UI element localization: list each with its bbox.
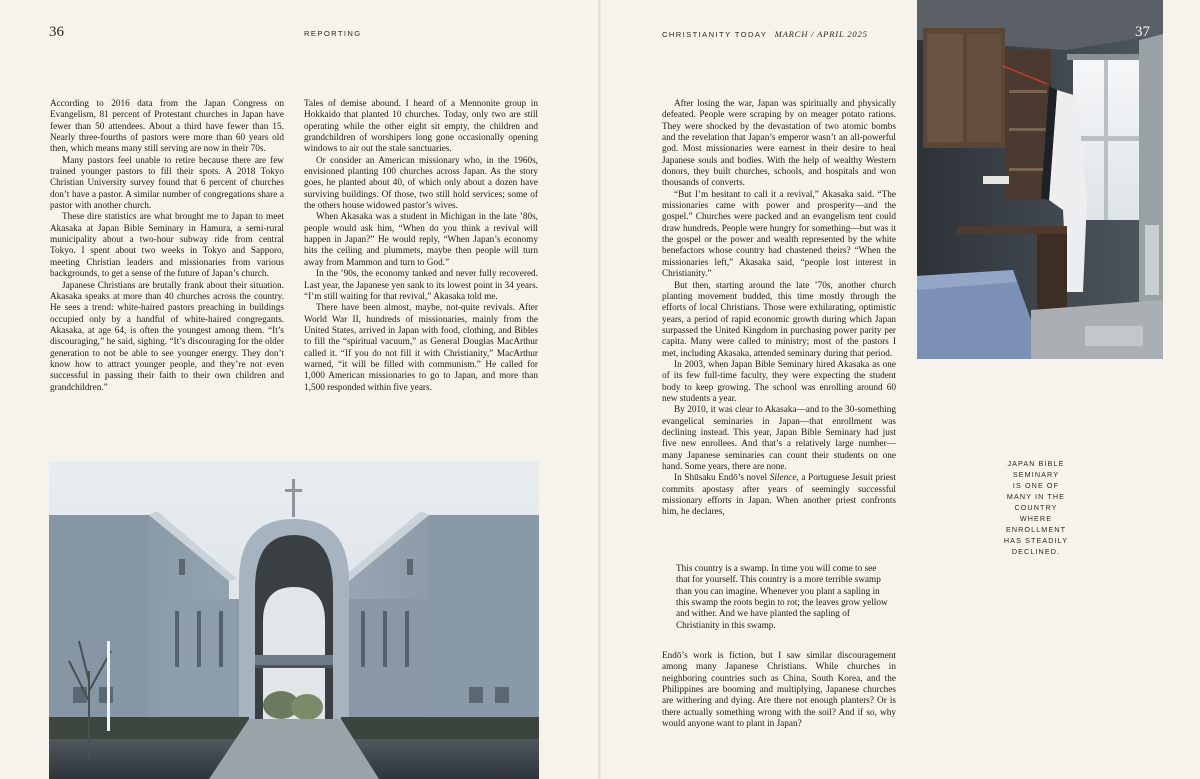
closing-paragraph <box>662 651 896 730</box>
paragraph: When Akasaka was a student in Michigan in the late ’80s, people would ask him, “When do you think a revival will happen in Japan?” He would reply, “When Japan’s economy hits the ceiling and plummets, maybe then people will turn away from Mammon and turn to God.” <box>304 212 538 268</box>
paragraph: Many pastors feel unable to retire because there are few trained younger pastors to fill their spots. A 2018 Tokyo Christian University survey found that 6 percent of churches don’t have a pastor. A similar number of congregations share a pastor with another church. <box>50 155 284 212</box>
caption-line: WHERE <box>1019 514 1053 523</box>
book-title: Silence <box>769 473 797 484</box>
caption-line: ENROLLMENT <box>1005 525 1067 534</box>
section-label: REPORTING <box>304 29 362 38</box>
paragraph: Tales of demise abound. I heard of a Mennonite group in Hokkaido that planted 10 churches. Today, only two are still operating while the other eight sit empty, the children and grandchildren of worshipers long gone occasionally opening windows to air out the stale sanctuaries. <box>304 99 538 155</box>
publication-name: CHRISTIANITY TODAY <box>662 30 768 39</box>
quote-text: This country is a swamp. In time you will come to see that for yourself. This country is a more terrible swamp than you can imagine. Whenever you plant a sapling in this swamp the roots begin to rot; the leaves grow yellow and wither. And we have planted the sapling of Christianity in this swamp. <box>676 564 888 631</box>
paragraph: “But I’m hesitant to call it a revival,” Akasaka said. “The missionaries came with power and prosperity—and the gospel.” Churches were packed and an evangelism tent could draw hundreds. People were hungry for something—but was it the gospel or the power and wealth represented by the white benefactors whose country had chastened theirs? “When the missionaries left,” Akasaka said, “people lost interest in Christianity.” <box>662 189 896 280</box>
text-run: In Shūsaku Endō’s novel <box>674 473 770 484</box>
paragraph: But then, starting around the late ’70s, another church planting movement budded, this time mostly through the efforts of local Christians. Those were exhilarating, optimistic years, a period of rapid economic growth during which Japan surpassed the United Kingdom in purchasing power parity per capita. Many were called to ministry; most of the pastors I met, including Akasaka, attended seminary during that period. <box>662 280 896 359</box>
left-column-2 <box>304 99 538 394</box>
paragraph: These dire statistics are what brought me to Japan to meet Akasaka at Japan Bible Seminary in Hamura, a semi-rural municipality about a two-hour subway ride from central Tokyo. I spent about two weeks in Tokyo and Sapporo, meeting Christian leaders and missionaries from various backgrounds, to get a sense of the future of Japan’s church. <box>50 212 284 280</box>
paragraph: In the ’90s, the economy tanked and never fully recovered. Last year, the Japanese yen sank to its lowest point in 34 years. “I’m still waiting for that revival,” Akasaka told me. <box>304 269 538 302</box>
running-header <box>662 29 868 39</box>
caption-line: JAPAN BIBLE <box>1007 459 1065 468</box>
text-run: , a Portuguese Jesuit priest commits apostasy after years of seemingly successful missionary efforts in Japan. When another priest confronts him, he declares, <box>662 473 896 518</box>
seminary-building-photo <box>49 461 539 779</box>
block-quote <box>676 564 888 632</box>
right-column <box>662 99 896 519</box>
paragraph <box>662 473 896 518</box>
caption-line: MANY IN THE <box>1006 492 1066 501</box>
caption-line: DECLINED. <box>1011 547 1061 556</box>
paragraph: There have been almost, maybe, not-quite revivals. After World War II, hundreds of missionaries, mainly from the United States, arrived in Japan with food, clothing, and Bibles to fill the “spiritual vacuum,” as General Douglas MacArthur called it. “If you do not fill it with Christianity,” MacArthur warned, “it will be filled with communism.” He called for 1,000 American missionaries to go to Japan, and more than 1,500 responded within five years. <box>304 303 538 393</box>
right-page-number: 37 <box>1135 24 1150 40</box>
paragraph: Japanese Christians are brutally frank about their situation. Akasaka speaks at more than 40 churches across the country. He sees a trend: white-haired pastors preaching in buildings occupied only by a handful of white-haired congregants. Akasaka, at age 64, is often the youngest among them. “It’s discouraging,” he said, sighing. “It’s discouraging for the older generation to not be able to see younger energy. They don’t know how to attract younger people, and they’re not even successful in passing their faith to their own children and grandchildren.” <box>50 280 284 393</box>
caption-line: HAS STEADILY <box>1003 536 1069 545</box>
paragraph: By 2010, it was clear to Akasaka—and to the 30-something evangelical seminaries in Japan—that enrollment was declining instead. This year, Japan Bible Seminary had just five new enrollees. And that’s a relatively large number—many Japanese seminaries can count their students on one hand. Some years, there are none. <box>662 405 896 472</box>
left-column-1 <box>50 99 284 394</box>
paragraph: In 2003, when Japan Bible Seminary hired Akasaka as one of its few full-time faculty, they were expecting the student body to keep growing. The school was enrolling around 60 new students a year. <box>662 359 896 404</box>
paragraph: Or consider an American missionary who, in the 1960s, envisioned planting 100 churches across Japan. As the story goes, he planted about 40, of which only about a dozen have surviving buildings. Of those, two still hold services; some of the others house widowed pastor’s wives. <box>304 155 538 212</box>
caption-line: SEMINARY <box>1012 470 1060 479</box>
paragraph: After losing the war, Japan was spiritually and physically defeated. People were scraping by on meager potato rations. They were shocked by the devastation of two atomic bombs and the revelation that Japan’s emperor wasn’t an all-powerful god. Most missionaries were earnest in their desire to heal Japanese souls and bodies. With the help of wealthy Western donors, they built churches, schools, and hospitals and won thousands of converts. <box>662 99 896 189</box>
left-page-number: 36 <box>49 24 64 40</box>
caption-line: IS ONE OF <box>1012 481 1060 490</box>
paragraph: Endō’s work is fiction, but I saw similar discouragement among many Japanese Christians. While churches in neighboring countries such as China, South Korea, and the Philippines are booming and multiplying, Japanese churches are withering and dying. Are there not enough planters? Or is there actually something wrong with the soil? And if so, why would anyone want to plant in Japan? <box>662 651 896 730</box>
issue-date: MARCH / APRIL 2025 <box>774 29 868 39</box>
caption-line: COUNTRY <box>1014 503 1058 512</box>
dorm-room-photo <box>917 0 1163 359</box>
page-gutter <box>598 0 602 779</box>
photo-caption <box>1000 458 1072 557</box>
paragraph: According to 2016 data from the Japan Congress on Evangelism, 81 percent of Protestant churches in Japan have fewer than 50 attendees. About a third have fewer than 15. Nearly three-fourths of pastors were more than 60 years old then, which means many still serving are now in their 70s. <box>50 99 284 155</box>
